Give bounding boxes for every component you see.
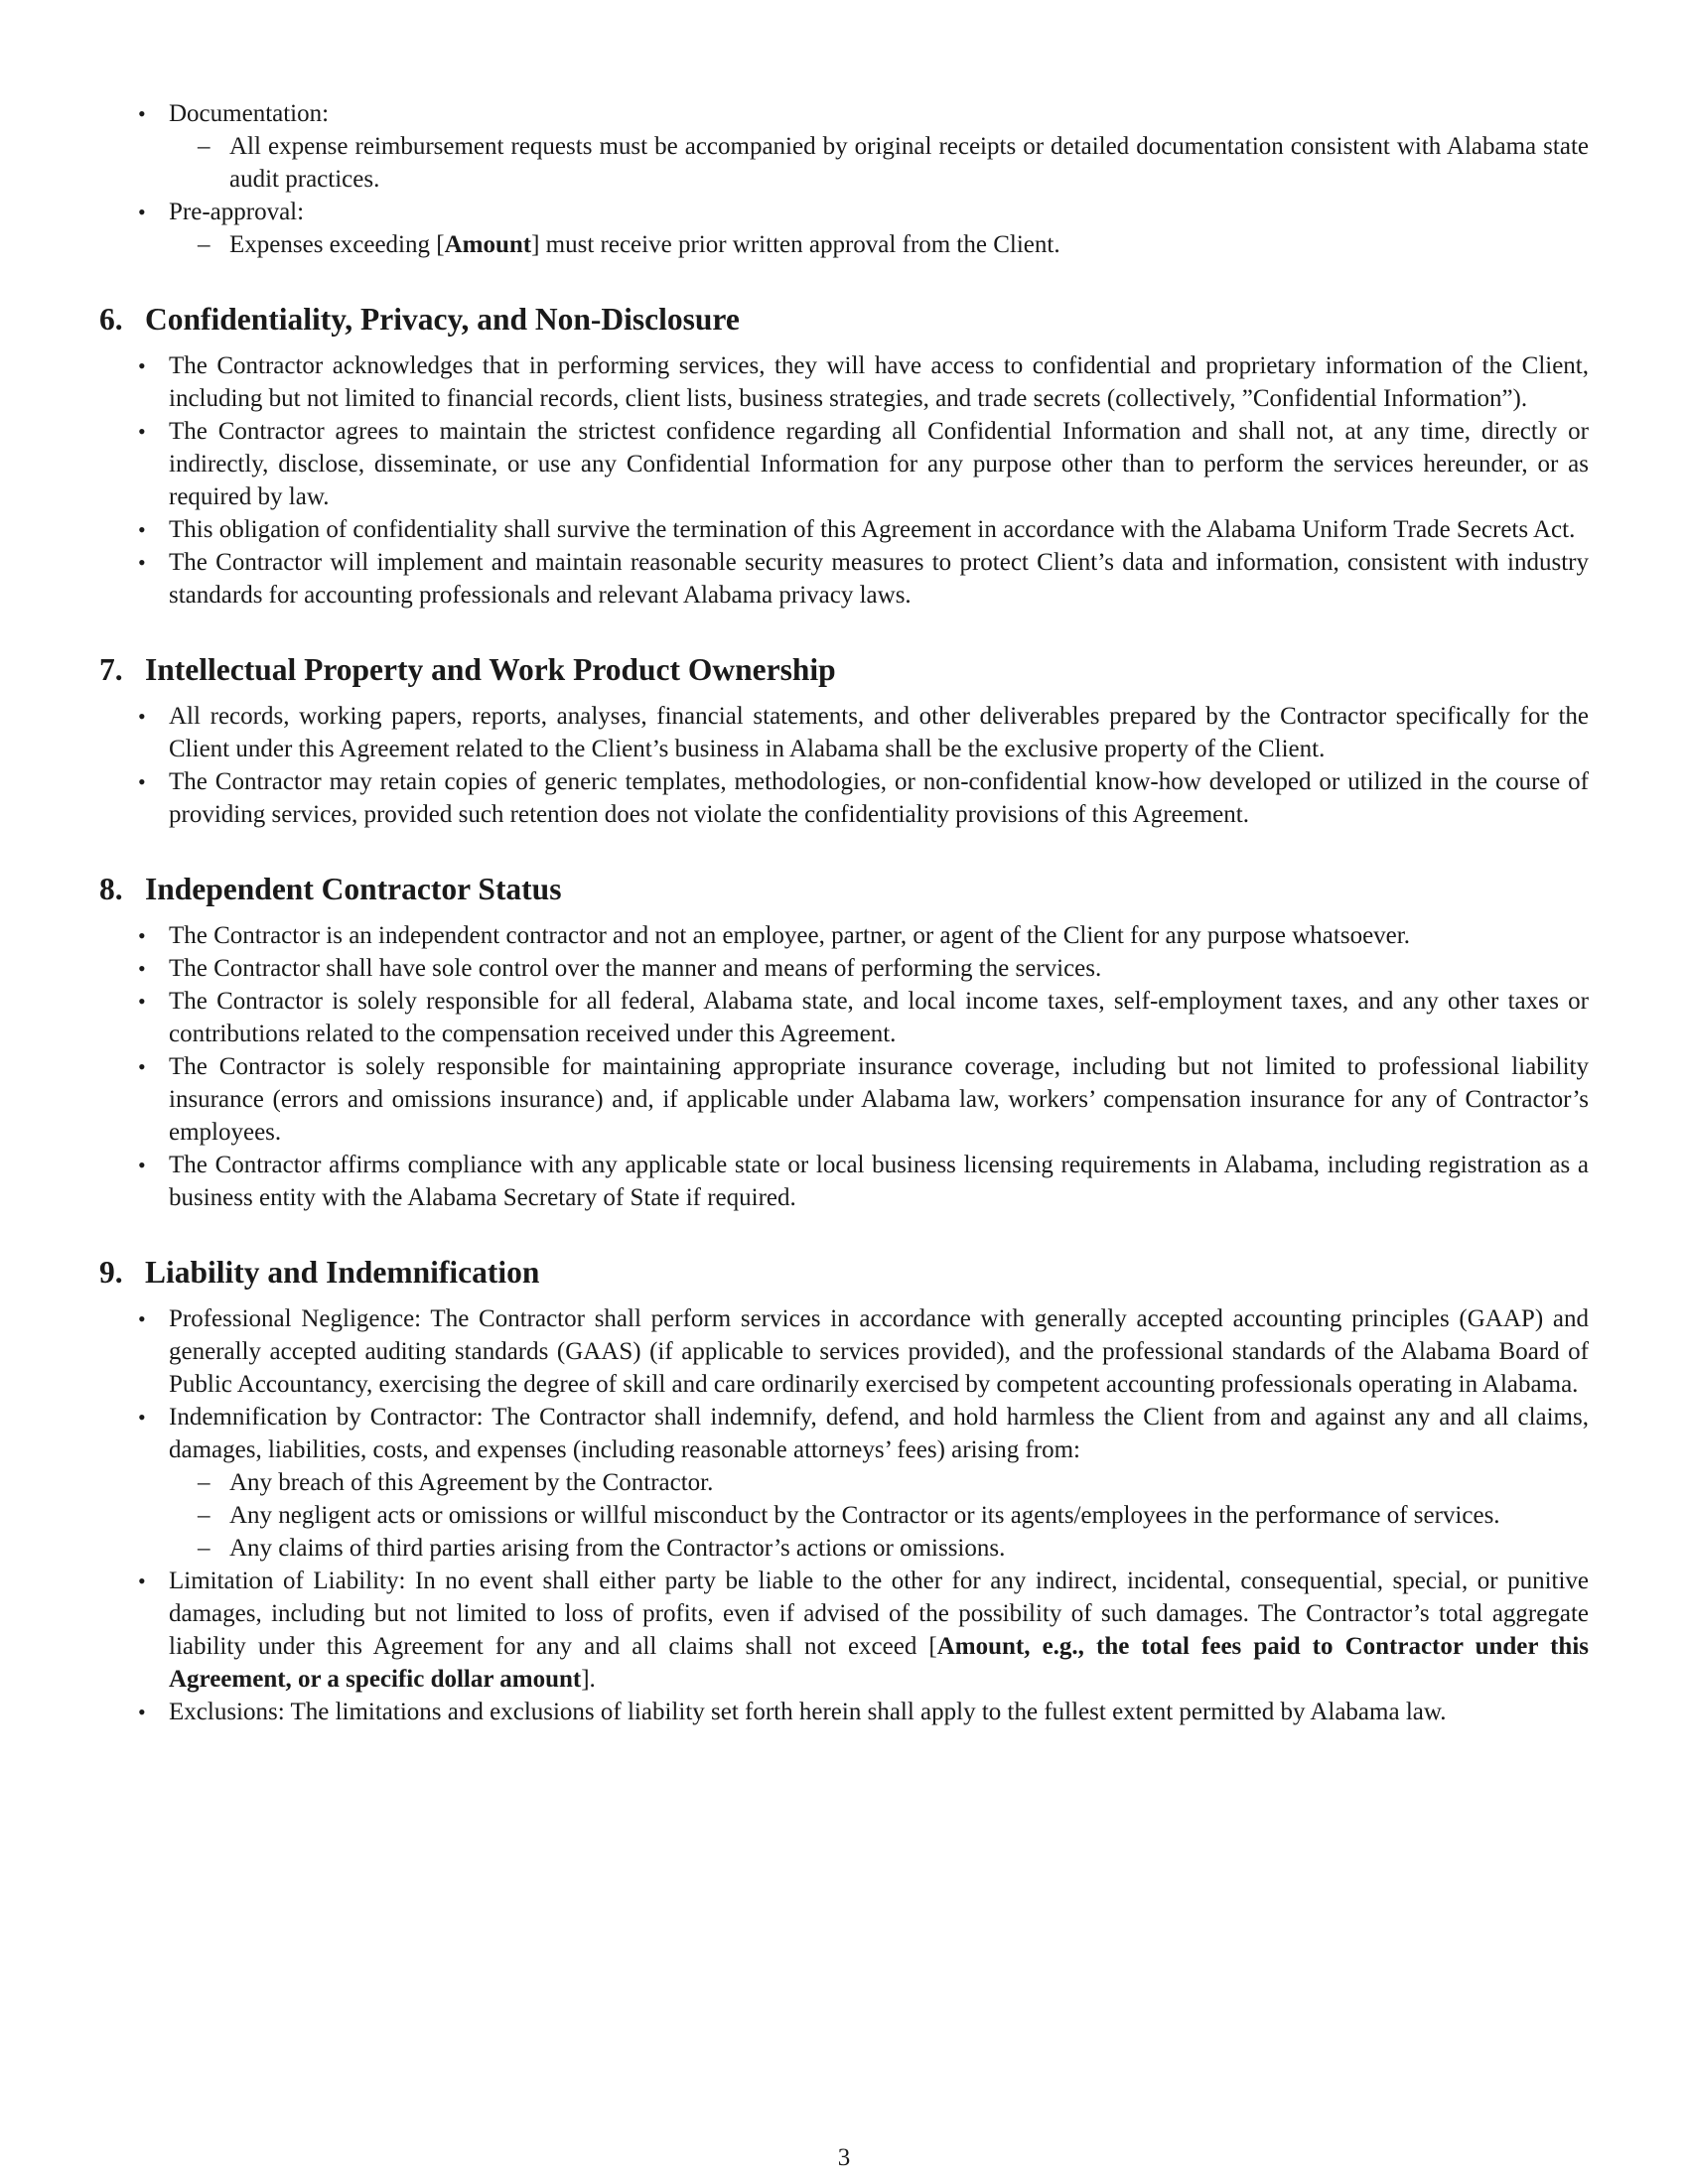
list-item: • This obligation of confidentiality shall survive the termination of this Agreement in accordance with the Alabama Uniform Trade Secrets Act. [99, 513, 1589, 546]
preapproval-subitem [169, 228, 1589, 261]
limitation-amount-placeholder: Amount, e.g., the total fees paid to Contractor under this Agreement, or a specific dollar amount [169, 1633, 1589, 1693]
section-7-title: Intellectual Property and Work Product Ownership [145, 652, 836, 687]
list-item-indemnification [99, 1401, 1589, 1565]
list-item-preapproval [99, 196, 1589, 261]
section-9-heading [99, 1253, 1589, 1293]
documentation-sublist [169, 130, 1589, 196]
list-item-limitation [99, 1565, 1589, 1696]
limitation-text-post: ]. [581, 1666, 596, 1693]
preapproval-label: Pre-approval: [169, 199, 305, 225]
section-6-number: 6. [99, 302, 123, 337]
section-8-number: 8. [99, 872, 123, 906]
section-7-heading [99, 650, 1589, 690]
list-item: • The Contractor shall have sole control over the manner and means of performing the services. [99, 952, 1589, 985]
list-item-documentation [99, 97, 1589, 196]
indemnification-text: Indemnification by Contractor: The Contractor shall indemnify, defend, and hold harmless the Client from and against any and all claims, damages, liabilities, costs, and expenses (including reasonable attorneys’ fees) arising from: [169, 1404, 1589, 1463]
list-item: • The Contractor agrees to maintain the strictest confidence regarding all Confidential Information and shall not, at any time, directly or indirectly, disclose, disseminate, or use any Confidential Information for any purpose other than to perform the services hereunder, or as required by law. [99, 415, 1589, 513]
preapproval-text-pre: Expenses exceeding [ [229, 231, 445, 258]
list-item: • The Contractor is an independent contractor and not an employee, partner, or agent of the Client for any purpose whatsoever. [99, 919, 1589, 952]
list-item: • The Contractor acknowledges that in performing services, they will have access to confidential and proprietary information of the Client, including but not limited to financial records, client lists, business strategies, and trade secrets (collectively, ”Confidential Information”). [99, 349, 1589, 415]
documentation-label: Documentation: [169, 100, 330, 127]
preapproval-text-post: ] must receive prior written approval from the Client. [531, 231, 1060, 258]
indemnification-subitem: – Any claims of third parties arising from the Contractor’s actions or omissions. [169, 1532, 1589, 1565]
limitation-text-pre: Limitation of Liability: In no event shall either party be liable to the other for any indirect, incidental, consequential, special, or punitive damages, including but not limited to loss of profits, even if advised of the possibility of such damages. The Contractor’s total aggregate liability under this Agreement for any and all claims shall not exceed [ [169, 1568, 1589, 1660]
list-item: • The Contractor is solely responsible for all federal, Alabama state, and local income taxes, self-employment taxes, and any other taxes or contributions related to the compensation received under this Agreement. [99, 985, 1589, 1050]
list-item: • The Contractor may retain copies of generic templates, methodologies, or non-confidential know-how developed or utilized in the course of providing services, provided such retention does not violate the confidentiality provisions of this Agreement. [99, 765, 1589, 831]
indemnification-subitem: – Any negligent acts or omissions or willful misconduct by the Contractor or its agents/employees in the performance of services. [169, 1499, 1589, 1532]
section-7-number: 7. [99, 652, 123, 687]
list-item: • The Contractor affirms compliance with any applicable state or local business licensing requirements in Alabama, including registration as a business entity with the Alabama Secretary of State if required. [99, 1149, 1589, 1214]
preapproval-amount-placeholder: Amount [444, 231, 532, 258]
page-number: 3 [837, 2144, 851, 2171]
indemnification-sublist [169, 1466, 1589, 1565]
section-8-title: Independent Contractor Status [145, 872, 562, 906]
section-8-list [99, 919, 1589, 1214]
list-item: • The Contractor is solely responsible for maintaining appropriate insurance coverage, including but not limited to professional liability insurance (errors and omissions insurance) and, if applicable under Alabama law, workers’ compensation insurance for any of Contractor’s employees. [99, 1050, 1589, 1149]
section-6-title: Confidentiality, Privacy, and Non-Disclosure [145, 302, 740, 337]
section-9-title: Liability and Indemnification [145, 1255, 540, 1290]
section-8-heading [99, 870, 1589, 909]
list-item: • All records, working papers, reports, analyses, financial statements, and other deliverables prepared by the Contractor specifically for the Client under this Agreement related to the Client’s business in Alabama shall be the exclusive property of the Client. [99, 700, 1589, 765]
preapproval-sublist [169, 228, 1589, 261]
section-9-number: 9. [99, 1255, 123, 1290]
section-9-list [99, 1302, 1589, 1728]
list-item: • The Contractor will implement and maintain reasonable security measures to protect Client’s data and information, consistent with industry standards for accounting professionals and relevant Alabama privacy laws. [99, 546, 1589, 612]
list-item-negligence: • Professional Negligence: The Contractor shall perform services in accordance with generally accepted accounting principles (GAAP) and generally accepted auditing standards (GAAS) (if applicable to services provided), and the professional standards of the Alabama Board of Public Accountancy, exercising the degree of skill and care ordinarily exercised by competent accounting professionals operating in Alabama. [99, 1302, 1589, 1401]
expense-list [99, 97, 1589, 261]
documentation-subitem: – All expense reimbursement requests must be accompanied by original receipts or detailed documentation consistent with Alabama state audit practices. [169, 130, 1589, 196]
section-6-list [99, 349, 1589, 612]
section-6-heading [99, 300, 1589, 340]
section-7-list [99, 700, 1589, 831]
indemnification-subitem: – Any breach of this Agreement by the Contractor. [169, 1466, 1589, 1499]
list-item-exclusions: • Exclusions: The limitations and exclusions of liability set forth herein shall apply to the fullest extent permitted by Alabama law. [99, 1696, 1589, 1728]
document-page [99, 97, 1589, 1728]
